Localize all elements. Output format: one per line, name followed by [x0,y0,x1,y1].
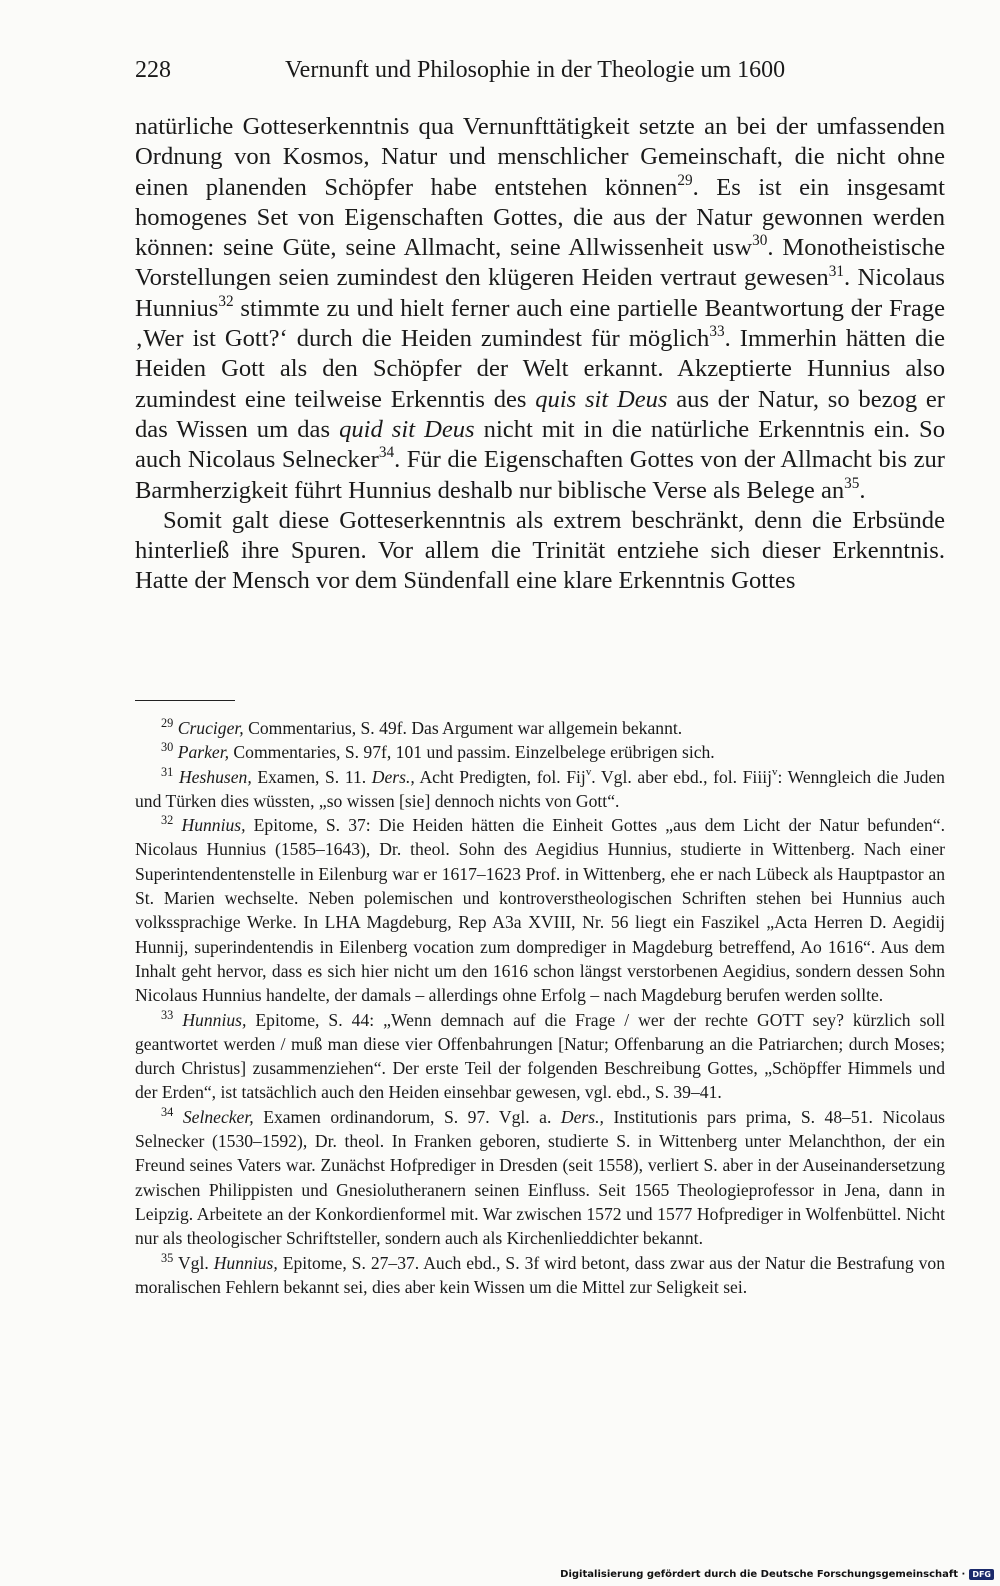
text-run: . [859,476,866,504]
footnote-35 [135,1251,945,1300]
footnote-31 [135,765,945,814]
footnote-text: Commentarius, S. 49f. Das Argument war allgemein bekannt. [243,718,683,738]
footnote-text: Epitome, S. 37: Die Heiden hätten die Einheit Gottes „aus dem Licht der Natur befunden“. Nicolaus Hunnius (1585–1643), Dr. theol. Sohn des Aegidius Hunnius, studierte in Wittenberg. Nach einer Superintendentenstelle in Eilenburg war er 1617–1623 Prof. in Wittenberg, ehe er nach Lübeck als Hauptpastor an St. Marien wechselte. Neben polemischen und kontroverstheologischen Schriften stehen bei Hunnius auch volkssprachige Werke. In LHA Magdeburg, Rep A3a XVIII, Nr. 56 liegt ein Faszikel „Acta Herren D. Aegidij Hunnij, superindentendis in Eilenberg vocation zum domprediger in Magdeburg betreffend, Ao 1616“. Aus dem Inhalt geht hervor, dass es sich hier nicht um den 1616 schon längst verstorbenen Aegidius, sondern dessen Sohn Nicolaus Hunnius handelte, der damals – allerdings ohne Erfolg – nach Magdeburg berufen werden sollte. [135,815,945,1006]
footnote-33 [135,1008,945,1105]
footnote-32 [135,813,945,1007]
footnote-ref[interactable]: 30 [752,232,768,250]
footnote-text: Examen, S. 11. [251,766,372,787]
digitization-credit [560,1569,994,1580]
footnote-number: 32 [161,813,174,828]
footnote-separator [135,700,235,701]
paragraph: Somit galt diese Gotteserkenntnis als extrem beschränkt, denn die Erbsünde hinterließ ihre Spuren. Vor allem die Trinität entziehe sich dieser Erkenntnis. Hatte der Mensch vor dem Sündenfall eine klare Erkenntnis Gottes [135,506,945,595]
footnote-ref[interactable]: 35 [844,474,860,492]
latin-phrase: quid sit Deus [339,415,475,443]
dfg-logo-icon: DFG [969,1569,994,1580]
footnote-number: 35 [161,1250,174,1265]
footnote-text: Institutionis pars prima, S. 48–51. Nicolaus Selnecker (1530–1592), Dr. theol. In Franken geboren, studierte S. in Wittenberg unter Melanchthon, der ein Freund seines Vaters war. Zunächst Hofprediger in Dresden (seit 1558), verliert S. aber in der Auseinandersetzung zwischen Philippisten und Gnesiolutheranern seinen Einfluss. Seit 1565 Theologieprofessor in Jena, dann in Leipzig. Arbeitete an der Konkordienformel mit. War zwischen 1572 und 1577 Hofprediger in Wolfenbüttel. Nicht nur als theologischer Schriftsteller, sondern auch als Kirchenlieddichter bekannt. [135,1106,945,1249]
footnotes [135,716,945,1299]
text-run: . Es ist ein insgesamt homogenes Set von Eigenschaften Gottes, die aus der Natur gewonnen werden können: seine Güte, seine Allmacht, seine Allwissenheit usw [135,173,946,262]
footnote-author: Ders., [371,766,415,787]
footnote-number: 33 [161,1007,174,1022]
footnote-text: Commentaries, S. 97f, 101 und passim. Einzelbelege erübrigen sich. [229,742,715,763]
footnote-text: Vgl. [173,1252,214,1273]
folio-verso: v [771,766,778,779]
footnote-author: Heshusen, [178,766,252,787]
text-run: . Für die Eigenschaften Gottes von der Allmacht bis zur Barmherzigkeit führt Hunnius deshalb nur biblische Verse als Belege an [135,446,945,504]
footnote-ref[interactable]: 29 [677,171,693,189]
footnote-text: Epitome, S. 27–37. Auch ebd., S. 3f wird betont, dass zwar aus der Natur die Bestrafung von moralischen Fehlern bekannt sei, dies aber kein Wissen um die Mittel zur Seligkeit sei. [135,1252,945,1297]
text-run: . Nicolaus Hunnius [135,264,945,322]
footnote-author: Hunnius, [181,815,246,836]
footnote-34 [135,1105,945,1251]
running-title: Vernunft und Philosophie in der Theologie um 1600 [285,57,786,83]
footnote-ref[interactable]: 33 [709,323,725,341]
credit-text: Digitalisierung gefördert durch die Deutsche Forschungsgemeinschaft · [560,1569,966,1580]
folio-verso: v [585,766,592,779]
text-run: . Monotheistische Vorstellungen seien zumindest den klügeren Heiden vertraut gewesen [135,234,945,292]
latin-phrase: quis sit Deus [535,385,668,413]
footnote-text: Examen ordinandorum, S. 97. Vgl. a. [253,1106,561,1127]
footnote-text: . Vgl. aber ebd., fol. Fiiij [591,766,772,787]
footnote-text: : Wenngleich die Juden und Türken dies wüssten, „so wissen [sie] dennoch nichts von Gott“. [135,766,945,811]
footnote-30 [135,740,945,764]
text-run: aus der Natur, so bezog er das Wissen um das [135,385,945,443]
text-run: nicht mit in die natürliche Erkenntnis ein. So auch Nicolaus Selnecker [135,415,945,474]
paragraph [135,112,945,506]
footnote-ref[interactable]: 32 [218,292,234,310]
main-text [135,112,945,597]
footnote-number: 34 [161,1104,174,1119]
text-run: natürliche Gotteserkenntnis qua Vernunfttätigkeit setzte an bei der umfassenden Ordnung von Kosmos, Natur und menschlicher Gemeinschaft, die nicht ohne einen planenden Schöpfer habe entstehen können [135,113,945,201]
footnote-ref[interactable]: 34 [378,444,395,462]
page-number: 228 [135,57,171,83]
footnote-author: Hunnius, [213,1252,278,1273]
footnote-author: Hunnius, [182,1009,247,1030]
footnote-author: Cruciger, [177,718,244,738]
footnote-number: 29 [161,716,174,731]
footnote-number: 30 [161,740,174,755]
footnote-author: Selnecker, [182,1106,254,1127]
footnote-number: 31 [161,764,174,779]
page-header [135,52,938,88]
footnote-ref[interactable]: 31 [828,262,844,280]
text-run: stimmte zu und hielt ferner auch eine partielle Beantwortung der Frage ‚Wer ist Gott?‘ durch die Heiden zumindest für möglich [135,294,945,353]
footnote-author: Ders., [560,1106,604,1127]
text-run: . Immerhin hätten die Heiden Gott als den Schöpfer der Welt erkannt. Akzeptierte Hunnius also zumindest eine teilweise Erkenntis des [135,325,945,413]
footnote-29 [135,716,945,740]
footnote-text: Acht Predigten, fol. Fij [414,766,586,787]
footnote-text: Epitome, S. 44: „Wenn demnach auf die Frage / wer der rechte GOTT sey? kürzlich soll geantwortet werden / muß man diese vier Offenbahrungen [Natur; Offenbarung an die Patriarchen; durch Moses; durch Christus] zusammenziehen“. Der erste Teil der folgenden Beschreibung Gottes, „Schöpffer Himmels und der Erden“, ist tatsächlich auch den Heiden einsehbar gewesen, vgl. ebd., S. 39–41. [135,1009,945,1103]
footnote-author: Parker, [177,742,230,763]
